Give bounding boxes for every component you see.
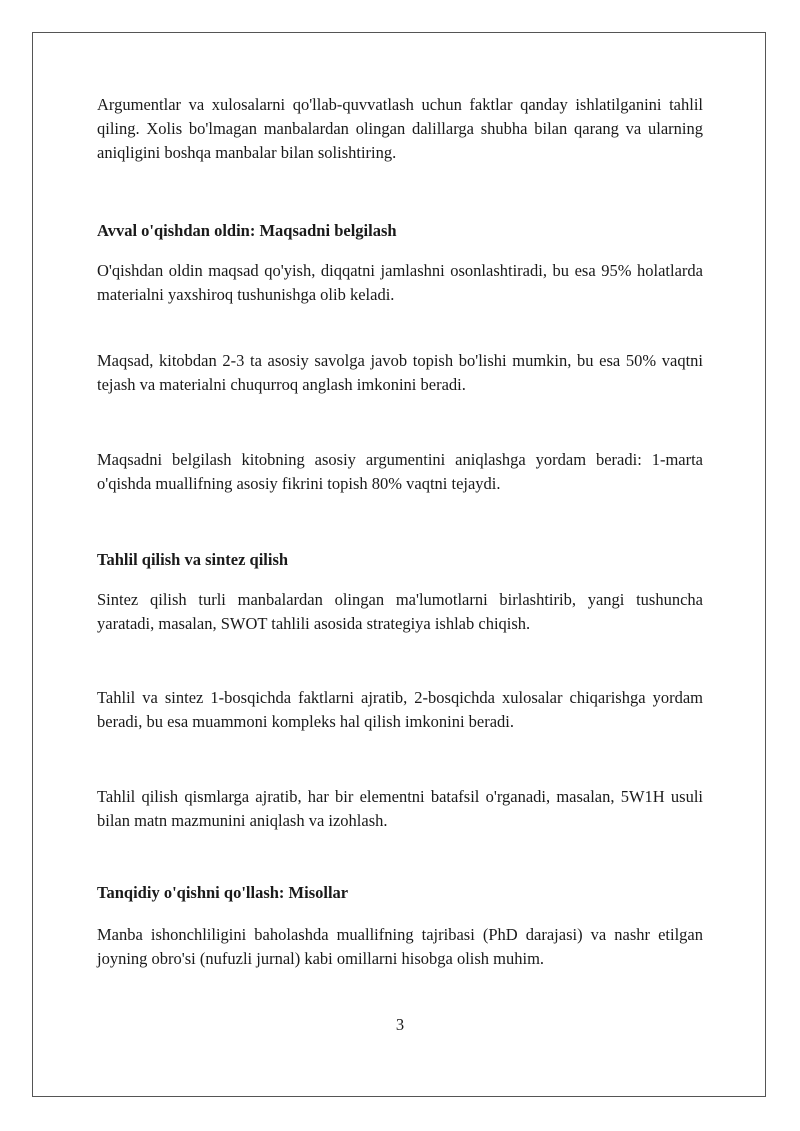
paragraph-goal-setting-3: Maqsadni belgilash kitobning asosiy argumentini aniqlashga yordam beradi: 1-marta o'qishda muallifning asosiy fikrini topish 80% vaqtni tejaydi. (97, 450, 703, 493)
section-heading-goal-setting: Avval o'qishdan oldin: Maqsadni belgilash (97, 221, 397, 240)
section-heading-critical-reading-examples: Tanqidiy o'qishni qo'llash: Misollar (97, 883, 349, 902)
paragraph-analysis-synthesis-3: Tahlil qilish qismlarga ajratib, har bir elementni batafsil o'rganadi, masalan, 5W1H usuli bilan matn mazmunini aniqlash va izohlash. (97, 787, 703, 830)
paragraph-goal-setting-2: Maqsad, kitobdan 2-3 ta asosiy savolga javob topish bo'lishi mumkin, bu esa 50% vaqtni tejash va materialni chuqurroq anglash imkonini beradi. (97, 351, 703, 394)
paragraph-goal-setting-1: O'qishdan oldin maqsad qo'yish, diqqatni jamlashni osonlashtiradi, bu esa 95% holatlarda materialni yaxshiroq tushunishga olib keladi. (97, 261, 703, 304)
paragraph-critical-reading-examples-1: Manba ishonchliligini baholashda muallifning tajribasi (PhD darajasi) va nashr etilgan joyning obro'si (nufuzli jurnal) kabi omillarni hisobga olish muhim. (97, 925, 703, 968)
intro-paragraph: Argumentlar va xulosalarni qo'llab-quvvatlash uchun faktlar qanday ishlatilganini tahlil qiling. Xolis bo'lmagan manbalardan olingan dalillarga shubha bilan qarang va ularning aniqligini boshqa manbalar bilan solishtiring. (97, 95, 703, 162)
page-number: 3 (395, 1015, 405, 1034)
paragraph-analysis-synthesis-2: Tahlil va sintez 1-bosqichda faktlarni ajratib, 2-bosqichda xulosalar chiqarishga yordam beradi, bu esa muammoni kompleks hal qilish imkonini beradi. (97, 688, 703, 731)
section-heading-analysis-synthesis: Tahlil qilish va sintez qilish (97, 550, 289, 569)
paragraph-analysis-synthesis-1: Sintez qilish turli manbalardan olingan ma'lumotlarni birlashtirib, yangi tushuncha yaratadi, masalan, SWOT tahlili asosida strategiya ishlab chiqish. (97, 590, 703, 633)
